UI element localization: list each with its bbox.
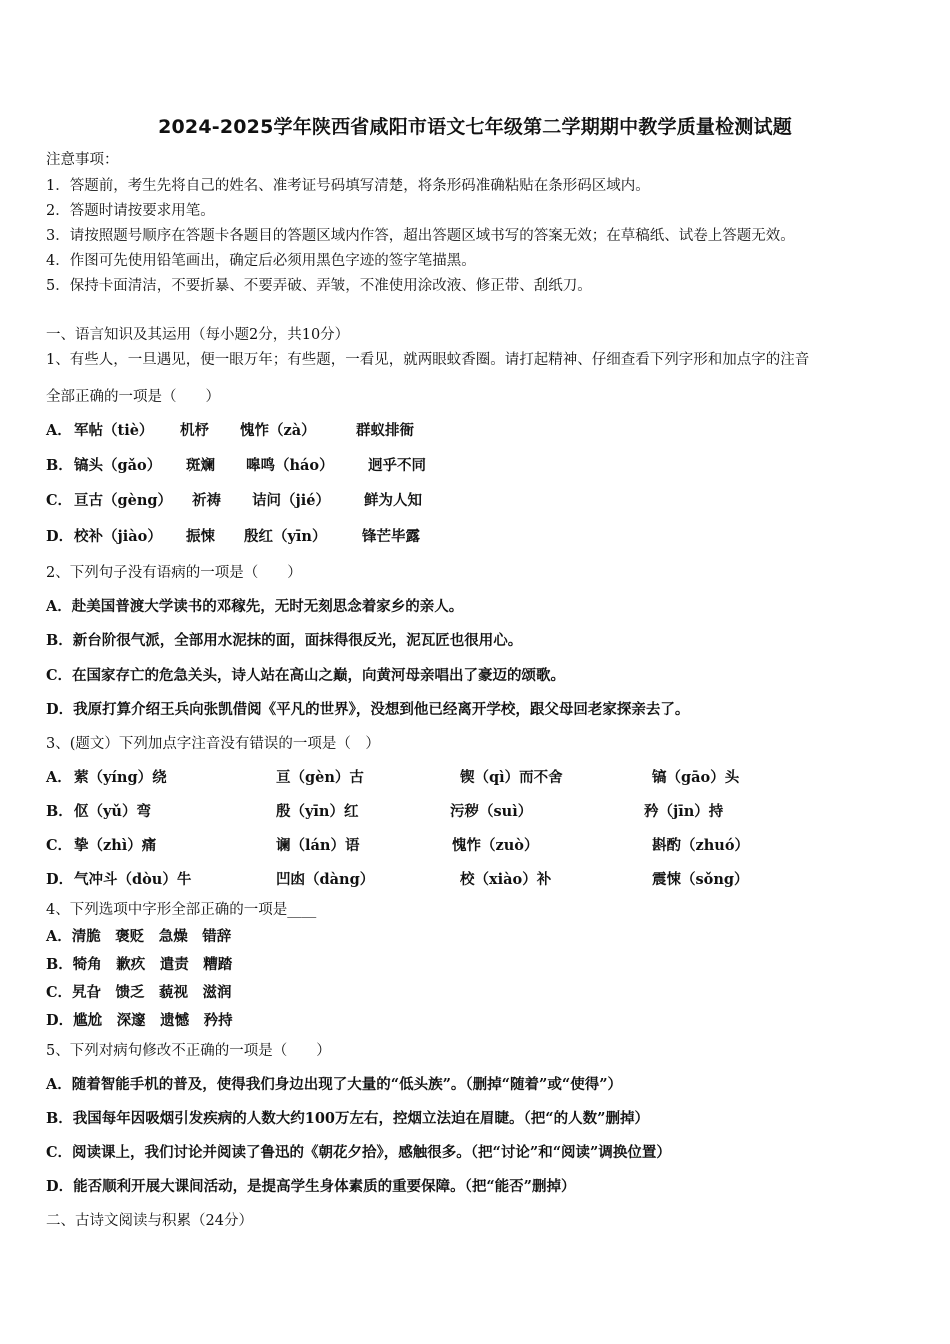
notice-item: 2．答题时请按要求用笔。 <box>46 203 215 219</box>
option-line: B．犄角 歉疚 遣责 糟踏 <box>46 956 233 973</box>
section-heading: 一、语言知识及其运用（每小题2分，共10分） <box>46 327 350 343</box>
option-line: B．新台阶很气派，全部用水泥抹的面，面抹得很反光，泥瓦匠也很用心。 <box>46 632 523 649</box>
option-line: A．赴美国普渡大学读书的邓稼先，无时无刻思念着家乡的亲人。 <box>46 598 464 615</box>
option-item: 镐（gāo）头 <box>652 769 740 786</box>
option-item: 锋芒毕露 <box>362 528 420 545</box>
option-item: 斟酌（zhuó） <box>652 837 749 854</box>
option-label: C． <box>46 837 73 854</box>
question-stem: 5、下列对病句修改不正确的一项是（ ） <box>46 1043 331 1059</box>
option-item: 斑斓 <box>186 457 215 474</box>
option-item: 军帖（tiè） <box>74 422 154 439</box>
option-line: A．清脆 褒贬 急燥 错辞 <box>46 928 232 945</box>
option-label: B． <box>46 803 73 820</box>
option-item: 锲（qì）而不舍 <box>460 769 563 786</box>
option-item: 震悚（sǒng） <box>652 871 749 888</box>
notice-item: 5．保持卡面清洁，不要折暴、不要弄破、弄皱，不准使用涂改液、修正带、刮纸刀。 <box>46 278 592 294</box>
option-item: 伛（yǔ）弯 <box>74 803 151 820</box>
question-stem: 4、下列选项中字形全部正确的一项是____ <box>46 902 317 918</box>
option-line: B．我国每年因吸烟引发疾病的人数大约100万左右，控烟立法迫在眉睫。（把“的人数”删掉） <box>46 1110 649 1127</box>
option-item: 凹凼（dàng） <box>276 871 375 888</box>
option-label: A． <box>46 422 72 439</box>
option-item: 群蚁排衙 <box>356 422 414 439</box>
option-line: A．随着智能手机的普及，使得我们身边出现了大量的“低头族”。（删掉“随着”或“使得”） <box>46 1076 623 1093</box>
option-item: 矜（jīn）持 <box>644 803 724 820</box>
option-label: D． <box>46 528 74 545</box>
option-item: 愧怍（zà） <box>240 422 316 439</box>
option-line: D．能否顺利开展大课间活动，是提高学生身体素质的重要保障。（把“能否”删掉） <box>46 1178 576 1195</box>
option-line: D．我原打算介绍王兵向张凯借阅《平凡的世界》，没想到他已经离开学校，跟父母回老家探亲去了。 <box>46 701 690 718</box>
option-item: 诘问（jié） <box>252 492 330 509</box>
option-item: 镐头（gǎo） <box>74 457 162 474</box>
question-stem: 1、有些人，一旦遇见，便一眼万年；有些题，一看见，就两眼蚊香圈。请打起精神、仔细查看下列字形和加点字的注音 <box>46 352 810 368</box>
option-label: B． <box>46 457 73 474</box>
option-item: 校补（jiào） <box>74 528 162 545</box>
option-label: D． <box>46 871 74 888</box>
option-item: 鲜为人知 <box>364 492 422 509</box>
notice-item: 4．作图可先使用铅笔画出，确定后必须用黑色字迹的签字笔描黑。 <box>46 253 476 269</box>
option-item: 殷（yīn）红 <box>276 803 359 820</box>
option-item: 祈祷 <box>192 492 221 509</box>
notice-heading: 注意事项： <box>46 152 119 168</box>
option-line: C．在国家存亡的危急关头，诗人站在高山之巅，向黄河母亲唱出了豪迈的颂歌。 <box>46 667 566 684</box>
option-item: 污秽（suì） <box>450 803 533 820</box>
notice-item: 1．答题前，考生先将自己的姓名、准考证号码填写清楚，将条形码准确粘贴在条形码区域内。 <box>46 178 650 194</box>
option-item: 挚（zhì）痛 <box>74 837 157 854</box>
option-line: C．阅读课上，我们讨论并阅读了鲁迅的《朝花夕拾》，感触很多。（把“讨论”和“阅读”调换位置） <box>46 1144 671 1161</box>
option-item: 校（xiào）补 <box>460 871 552 888</box>
option-item: 嗥鸣（háo） <box>246 457 334 474</box>
question-stem: 2、下列句子没有语病的一项是（ ） <box>46 565 302 581</box>
option-item: 谰（lán）语 <box>276 837 360 854</box>
option-item: 萦（yíng）绕 <box>74 769 167 786</box>
option-item: 振悚 <box>186 528 215 545</box>
notice-item: 3．请按照题号顺序在答题卡各题目的答题区域内作答，超出答题区域书写的答案无效；在草稿纸、试卷上答题无效。 <box>46 228 795 244</box>
option-item: 愧怍（zuò） <box>452 837 539 854</box>
option-item: 气冲斗（dòu）牛 <box>74 871 192 888</box>
question-stem: 3、(题文）下列加点字注音没有错误的一项是（ ） <box>46 736 380 752</box>
option-line: D．尴尬 深邃 遗憾 矜持 <box>46 1012 233 1029</box>
option-item: 殷红（yīn） <box>244 528 327 545</box>
option-label: C． <box>46 492 73 509</box>
option-item: 机杼 <box>180 422 209 439</box>
option-item: 迥乎不同 <box>368 457 426 474</box>
section-heading: 二、古诗文阅读与积累（24分） <box>46 1213 253 1229</box>
option-line: C．旯旮 馈乏 藐视 滋润 <box>46 984 232 1001</box>
option-item: 亘（gèn）古 <box>276 769 364 786</box>
question-stem: 全部正确的一项是（ ） <box>46 389 220 405</box>
option-label: A． <box>46 769 72 786</box>
option-item: 亘古（gèng） <box>74 492 173 509</box>
page-title: 2024-2025学年陕西省咸阳市语文七年级第二学期期中教学质量检测试题 <box>158 116 792 138</box>
